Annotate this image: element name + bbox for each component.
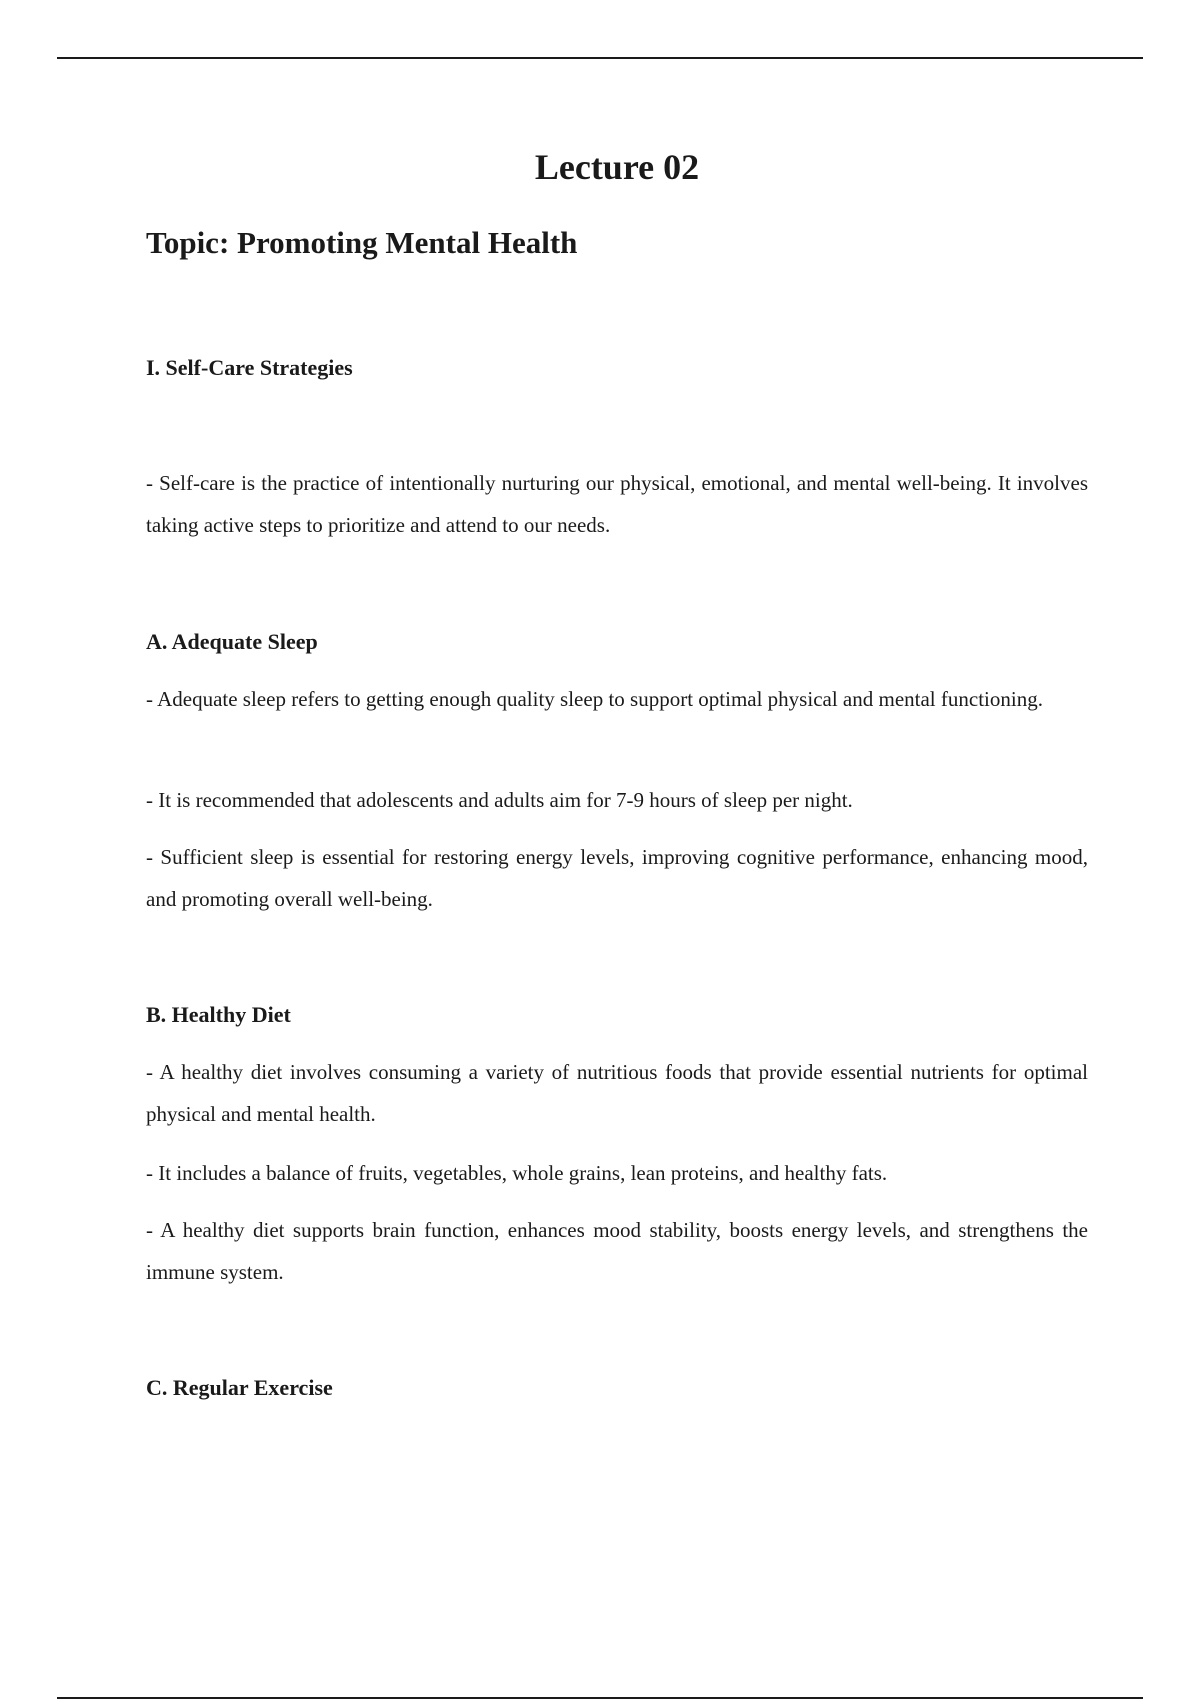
section-heading-adequate-sleep: A. Adequate Sleep <box>146 629 318 654</box>
lecture-title: Lecture 02 <box>534 147 700 187</box>
top-rule <box>57 57 1143 59</box>
section-heading-healthy-diet: B. Healthy Diet <box>146 1002 291 1027</box>
paragraph-diet-definition: - A healthy diet involves consuming a variety of nutritious foods that provide essential nutrients for optimal physical and mental health. <box>146 1060 1088 1126</box>
bottom-rule <box>57 1697 1143 1699</box>
topic-heading: Topic: Promoting Mental Health <box>146 225 578 260</box>
section-heading-regular-exercise: C. Regular Exercise <box>146 1375 333 1400</box>
section-heading-self-care: I. Self-Care Strategies <box>146 355 353 380</box>
paragraph-sleep-benefits: - Sufficient sleep is essential for restoring energy levels, improving cognitive performance, enhancing mood, and promoting overall well-being. <box>146 845 1088 911</box>
paragraph-diet-balance: - It includes a balance of fruits, vegetables, whole grains, lean proteins, and healthy fats. <box>146 1161 888 1185</box>
paragraph-sleep-definition: - Adequate sleep refers to getting enough quality sleep to support optimal physical and mental functioning. <box>146 687 1043 711</box>
paragraph-sleep-recommendation: - It is recommended that adolescents and adults aim for 7-9 hours of sleep per night. <box>146 788 853 812</box>
paragraph-diet-benefits: - A healthy diet supports brain function, enhances mood stability, boosts energy levels, and strengthens the immune system. <box>146 1218 1088 1284</box>
paragraph-self-care-definition: - Self-care is the practice of intentionally nurturing our physical, emotional, and mental well-being. It involves taking active steps to prioritize and attend to our needs. <box>146 471 1088 537</box>
